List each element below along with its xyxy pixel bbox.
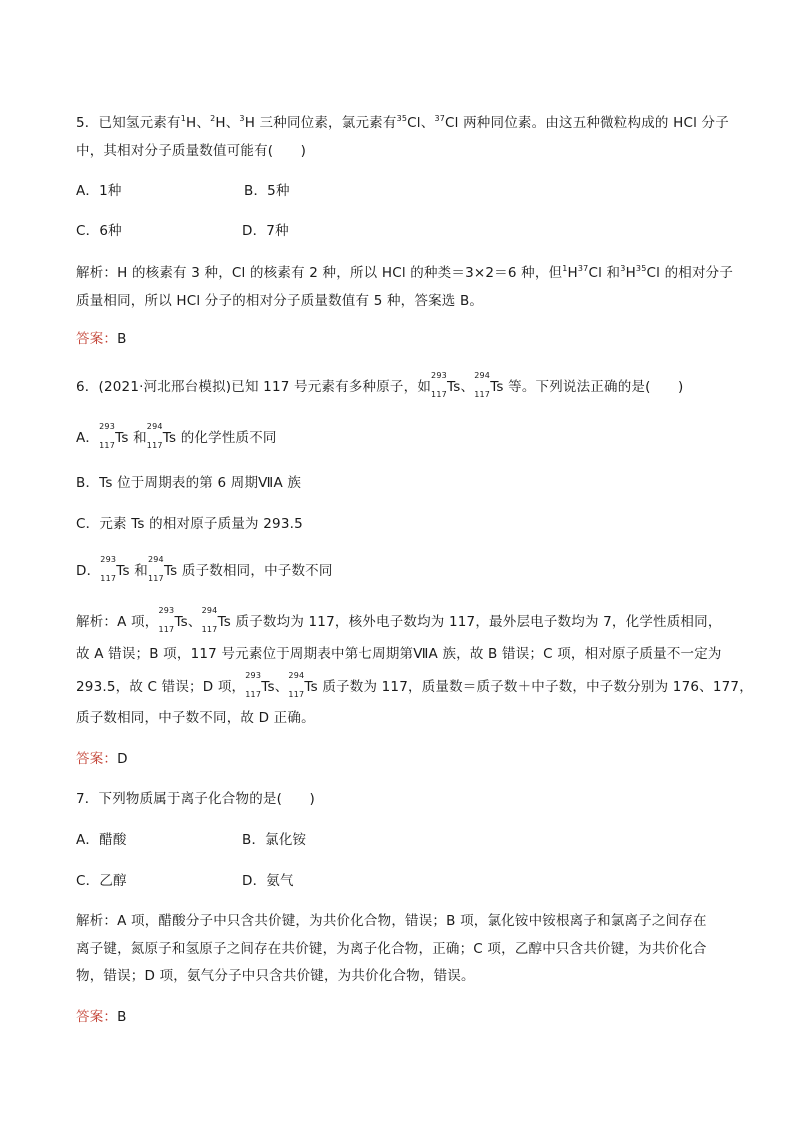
q5-option-b: B．5种 xyxy=(244,183,290,199)
q6-option-b: B．Ts 位于周期表的第 6 周期ⅦA 族 xyxy=(76,475,302,491)
q7-stem: 7．下列物质属于离子化合物的是( ) xyxy=(76,791,315,807)
q6-explanation-line-2: 故 A 错误；B 项，117 号元素位于周期表中第七周期第ⅦA 族，故 B 错误；C 项，相对原子质量不一定为 xyxy=(76,646,722,662)
q5-stem-line-1: 5．已知氢元素有$^1$H、$^2$H、$^3$H 三种同位素，氯元素有$^{35}$Cl、$^{37}$Cl 两种同位素。由这五种微粒构成的 HCl 分子 xyxy=(76,114,729,131)
q5-options-row-1 xyxy=(76,182,476,200)
q6-explanation-line-1: 解析：A 项， 293 117 Ts、 294 117 Ts 质子数均为 117，核外电子数均为 117，最外层电子数均为 7，化学性质相同， xyxy=(76,606,722,634)
q7-options-row-1 xyxy=(76,831,476,849)
q7-answer: 答案：B xyxy=(76,1009,127,1025)
q6-option-a: A． 293 117 Ts 和 294 117 Ts 的化学性质不同 xyxy=(76,422,277,450)
q5-answer: 答案：B xyxy=(76,331,127,347)
q6-explanation-line-3: 293.5，故 C 错误；D 项， 293 117 Ts、 294 117 Ts 质子数为 117，质量数＝质子数＋中子数，中子数分别为 176、177， xyxy=(76,671,753,699)
q5-options-row-2 xyxy=(76,222,476,240)
q7-explanation-line-2: 离子键，氮原子和氢原子之间存在共价键，为离子化合物，正确；C 项，乙醇中只含共价键，为共价化合 xyxy=(76,941,707,957)
q6-stem-line-1: 6．(2021·河北邢台模拟)已知 117 号元素有多种原子，如 293 117 Ts、 294 117 Ts 等。下列说法正确的是( ) xyxy=(76,371,684,399)
q6-answer: 答案：D xyxy=(76,751,128,767)
q6-option-d: D． 293 117 Ts 和 294 117 Ts 质子数相同，中子数不同 xyxy=(76,555,333,583)
q5-explanation-line-1: 解析：H 的核素有 3 种，Cl 的核素有 2 种，所以 HCl 的种类＝3×2＝6 种，但$^1H^{37}Cl$ 和$^3H^{35}Cl$ 的相对分子 xyxy=(76,264,734,281)
nuclide-ts-293: 293 117 xyxy=(431,371,447,399)
q5-stem-line-2: 中，其相对分子质量数值可能有( ) xyxy=(76,143,307,159)
q6-option-c: C．元素 Ts 的相对原子质量为 293.5 xyxy=(76,516,303,532)
q7-explanation-line-3: 物，错误；D 项，氨气分子中只含共价键，为共价化合物，错误。 xyxy=(76,968,475,984)
q7-explanation-line-1: 解析：A 项，醋酸分子中只含共价键，为共价化合物，错误；B 项，氯化铵中铵根离子和氯离子之间存在 xyxy=(76,913,707,929)
nuclide-ts-294: 294 117 xyxy=(474,371,491,399)
q7-option-d: D．氨气 xyxy=(242,873,294,889)
q5-option-c: C．6种 xyxy=(76,223,122,239)
q5-option-d: D．7种 xyxy=(242,223,289,239)
q5-option-a: A．1种 xyxy=(76,183,122,199)
q7-option-b: B．氯化铵 xyxy=(242,832,307,848)
q7-options-row-2 xyxy=(76,872,476,890)
q7-option-a: A．醋酸 xyxy=(76,832,127,848)
q6-explanation-line-4: 质子数相同，中子数不同，故 D 正确。 xyxy=(76,710,315,726)
q7-option-c: C．乙醇 xyxy=(76,873,127,889)
q5-explanation-line-2: 质量相同，所以 HCl 分子的相对分子质量数值有 5 种，答案选 B。 xyxy=(76,293,484,309)
